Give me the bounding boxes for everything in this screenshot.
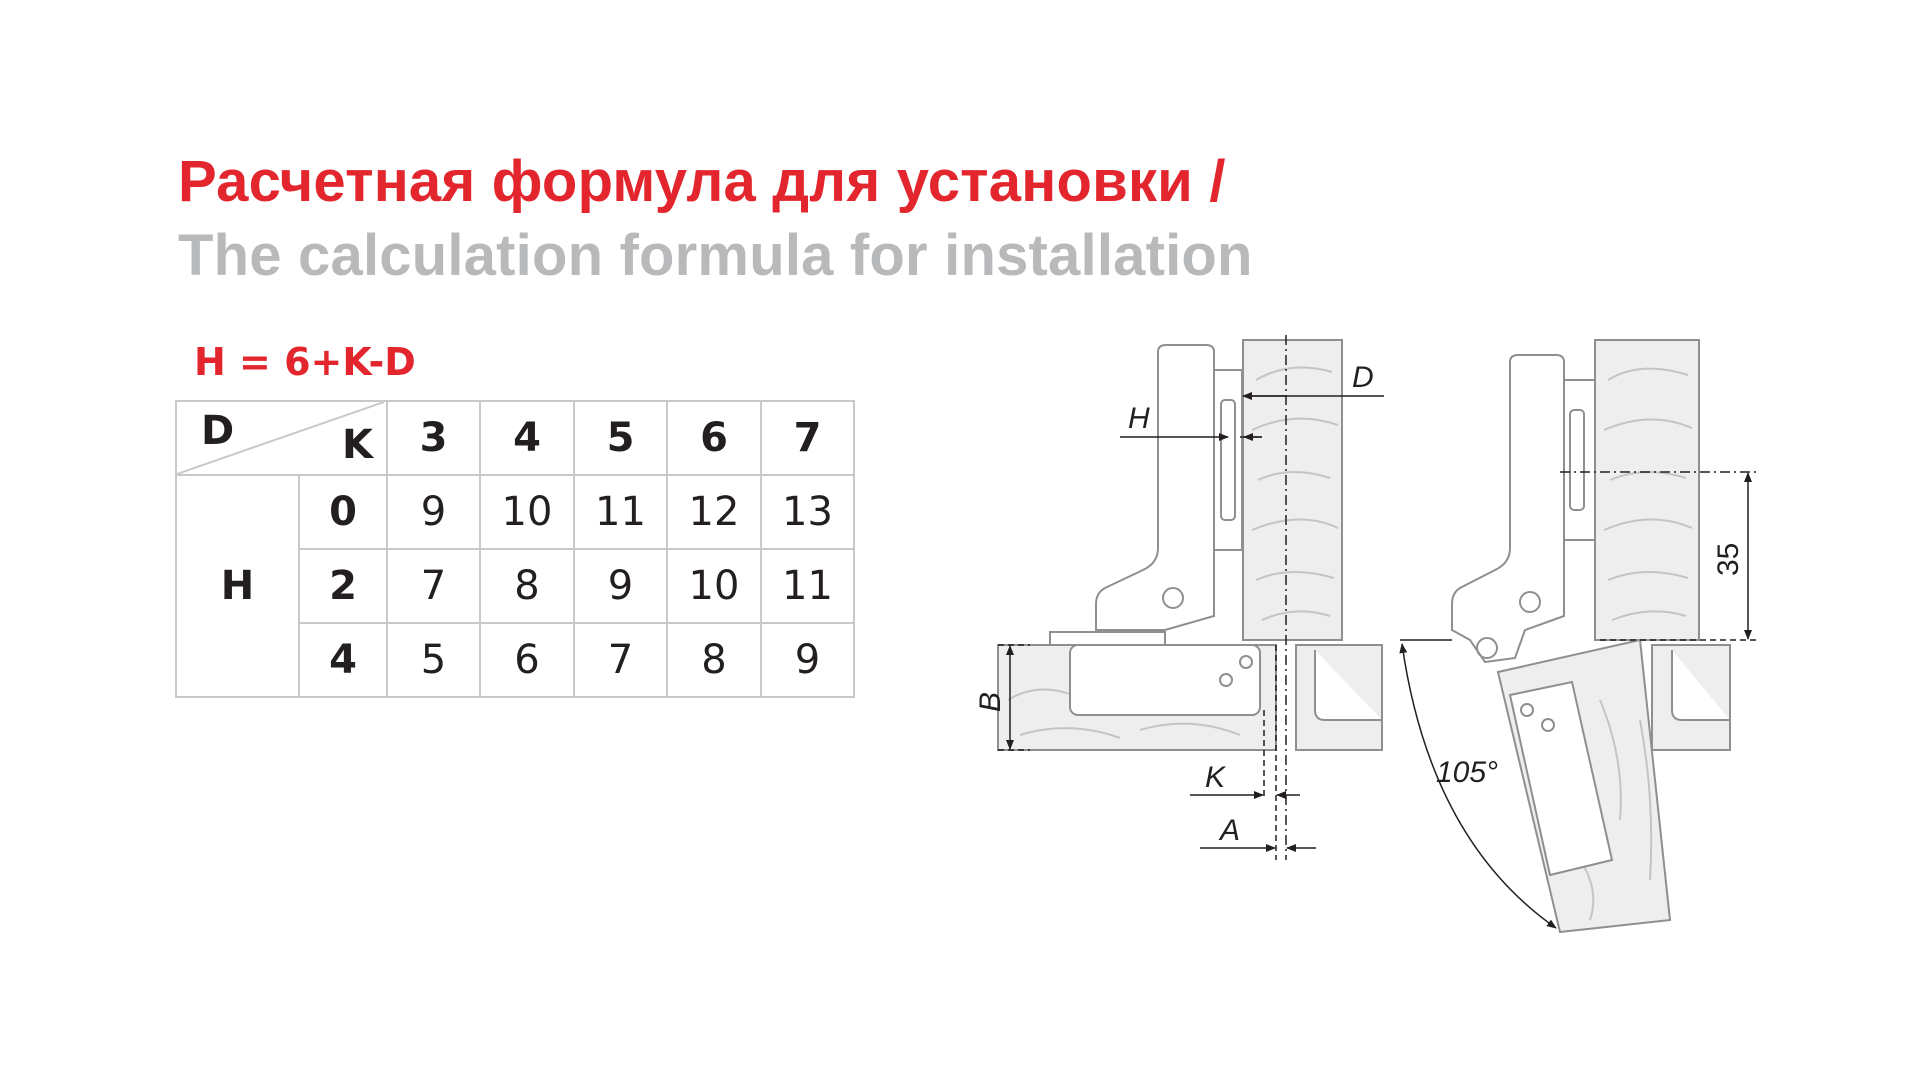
h-value-cell: 7 bbox=[387, 549, 480, 623]
mounting-plate bbox=[1564, 380, 1595, 540]
label-h: H bbox=[1128, 402, 1150, 435]
h-value-cell: 10 bbox=[667, 549, 761, 623]
h-value-cell: 13 bbox=[761, 475, 854, 549]
mounting-plate bbox=[1214, 370, 1242, 550]
h-value-cell: 7 bbox=[574, 623, 667, 697]
label-angle: 105° bbox=[1436, 756, 1499, 789]
k-header-cell: 3 bbox=[387, 401, 480, 475]
label-k: K bbox=[1205, 761, 1226, 794]
k-header-cell: 5 bbox=[574, 401, 667, 475]
hinge-arm bbox=[1096, 345, 1214, 630]
h-value-cell: 6 bbox=[480, 623, 574, 697]
d-value-cell: 2 bbox=[299, 549, 387, 623]
label-b: B bbox=[974, 691, 1007, 712]
h-value-cell: 9 bbox=[574, 549, 667, 623]
h-value-cell: 8 bbox=[480, 549, 574, 623]
side-panel bbox=[1243, 340, 1342, 640]
formula: H = 6+K-D bbox=[194, 340, 416, 384]
d-value-cell: 4 bbox=[299, 623, 387, 697]
label-a: A bbox=[1220, 814, 1241, 847]
row-group-label-h: H bbox=[176, 475, 299, 697]
title-russian: Расчетная формула для установки / bbox=[178, 149, 1226, 214]
door-panel bbox=[998, 632, 1276, 750]
h-value-cell: 12 bbox=[667, 475, 761, 549]
h-value-cell: 11 bbox=[574, 475, 667, 549]
h-value-cell: 8 bbox=[667, 623, 761, 697]
h-value-cell: 9 bbox=[761, 623, 854, 697]
h-value-cell: 9 bbox=[387, 475, 480, 549]
k-header-cell: 7 bbox=[761, 401, 854, 475]
corner-label-d: D bbox=[201, 408, 235, 454]
h-value-cell: 10 bbox=[480, 475, 574, 549]
h-value-cell: 11 bbox=[761, 549, 854, 623]
h-value-cell: 5 bbox=[387, 623, 480, 697]
title-english: The calculation formula for installation bbox=[178, 223, 1253, 288]
k-header-cell: 4 bbox=[480, 401, 574, 475]
closed-hinge-view bbox=[974, 335, 1384, 860]
d-value-cell: 0 bbox=[299, 475, 387, 549]
hinge-arm bbox=[1452, 355, 1564, 662]
label-35: 35 bbox=[1712, 542, 1745, 576]
k-header-cell: 6 bbox=[667, 401, 761, 475]
open-hinge-view bbox=[1400, 340, 1760, 932]
side-panel bbox=[1595, 340, 1699, 640]
door-panel-open bbox=[1498, 640, 1670, 932]
corner-label-k: K bbox=[342, 422, 373, 468]
label-d: D bbox=[1352, 361, 1374, 394]
